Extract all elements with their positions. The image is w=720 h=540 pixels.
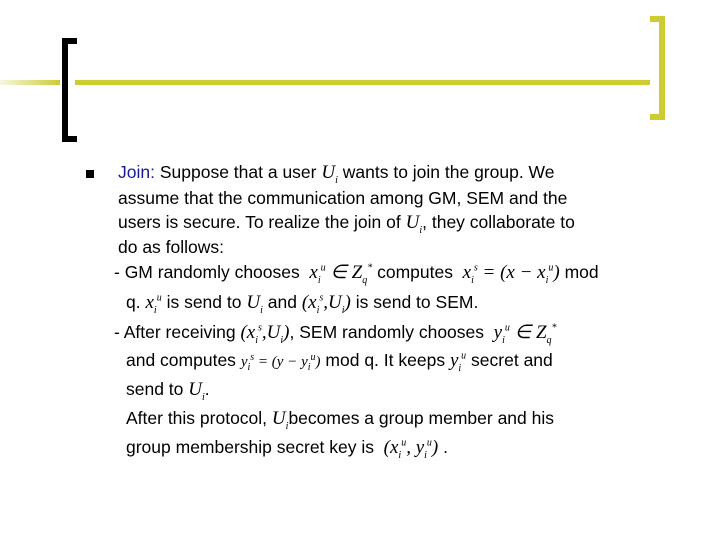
math-yiu: $y_i^u$ [449,350,467,374]
math-tuple-xis-ui: $(x_i^s,U_i)$ [240,322,290,346]
line-11-text-a: group membership secret key is [126,437,375,457]
line-6-text-a: q. [126,292,141,312]
math-yiu-in-zq: $y_i^u$ ∈ $Z_q^*$ [488,322,557,346]
line-9-text-b: . [204,379,210,399]
text-line-7 [114,322,557,346]
text-line-11 [126,437,448,461]
line-1-text: Suppose that a user [159,162,317,182]
line-2-text: assume that the communication among GM, SEM and the [118,188,568,208]
line-11-text-b: . [443,437,448,457]
decor-bar-right [75,80,650,85]
right-bracket-decoration [650,16,665,120]
text-line-1 [118,162,555,186]
line-8-text-a: and computes [126,350,236,370]
line-5-text-c: mod [564,262,599,282]
line-10-text-a: After this protocol, [126,408,268,428]
math-xiu-in-zq: $x_i^u$ ∈ $Z_q^*$ [304,262,373,286]
line-5-text-b: computes [377,262,453,282]
text-line-2 [118,188,567,208]
square-bullet-icon [86,170,94,178]
math-yis-formula: $y_i^s = (y - y_i^u)$ [240,352,321,373]
join-label: Join: [118,162,155,182]
math-xiu: $x_i^u$ [145,292,162,316]
line-7-text-a: - After receiving [114,322,236,342]
line-4-text: do as follows: [118,237,225,257]
text-line-3 [118,212,575,236]
line-9-text-a: send to [126,379,184,399]
math-ui: $U_i$ [246,292,263,316]
line-8-text-c: secret and [471,350,553,370]
line-10-text-b: becomes a group member and his [288,408,554,428]
decor-bar-left [0,80,60,85]
text-line-9 [126,379,210,403]
math-xis-formula: $x_i^s = (x - x_i^u)$ [457,262,560,286]
math-ui: $U_i$ [321,162,338,186]
math-tuple-xiu-yiu: ($x_i^u$, $y_i^u$) [383,437,439,461]
math-ui: $U_i$ [271,408,289,432]
line-1-text2: wants to join the group. We [342,162,555,182]
line-8-text-b: mod q. It keeps [325,350,446,370]
text-line-10 [126,408,554,432]
line-3-text-a: users is secure. To realize the join of [118,212,401,232]
math-ui: $U_i$ [188,379,205,403]
text-line-6 [126,292,479,316]
text-line-4 [118,237,224,257]
line-6-text-b: is send to [166,292,242,312]
text-line-5 [114,262,599,286]
line-6-text-c: and [267,292,297,312]
line-6-text-d: is send to SEM. [355,292,479,312]
line-7-text-b: , SEM randomly chooses [289,322,485,342]
line-5-text-a: - GM randomly chooses [114,262,300,282]
text-line-8 [126,350,553,372]
left-bracket-decoration [62,38,77,142]
math-tuple-xis-ui: $(x_i^s,U_i)$ [301,292,351,316]
math-ui: $U_i$ [405,212,423,236]
line-3-text-b: , they collaborate to [422,212,575,232]
